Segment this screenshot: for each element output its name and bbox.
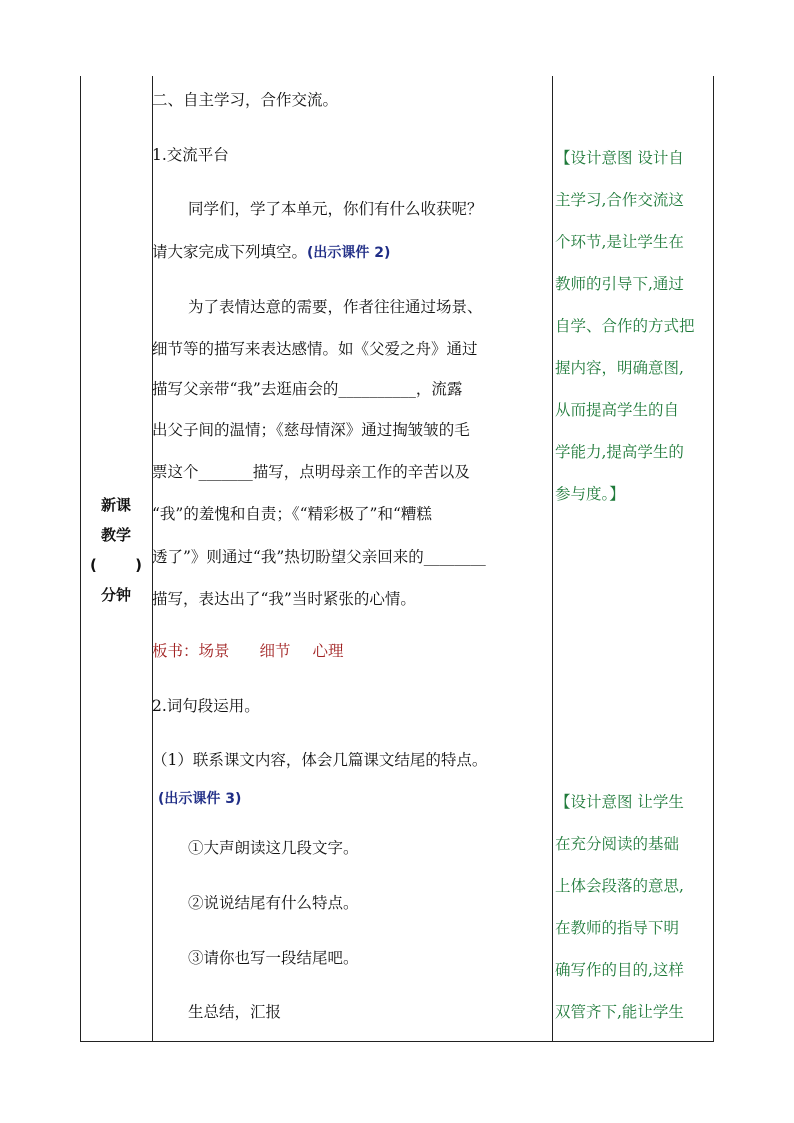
design-intent-1-line: 参与度。】 <box>555 485 625 503</box>
p2-line1: 为了表情达意的需要，作者往往通过场景、 <box>188 298 483 316</box>
board-item-scene: 场景 <box>198 642 230 660</box>
design-intent-1-line: 从而提高学生的自 <box>555 401 680 419</box>
design-intent-2-line: 上体会段落的意思, <box>555 877 684 895</box>
table-border-right <box>713 76 714 1042</box>
board-label: 板书： <box>152 642 199 660</box>
design-intent-2-line: 在教师的指导下明 <box>555 919 680 937</box>
design-intent-1-line: 【设计意图 设计自 <box>555 149 684 167</box>
duration-blank <box>80 550 152 580</box>
paren-close: ) <box>135 556 142 574</box>
p2-line5: 票这个_______描写，点明母亲工作的辛苦以及 <box>152 463 470 481</box>
p2-line8: 描写，表达出了“我”当时紧张的心情。 <box>152 590 416 608</box>
design-intent-1-line: 主学习,合作交流这 <box>555 191 684 209</box>
section2-title: 2.词句段运用。 <box>152 697 260 715</box>
p2-line6: “我”的羞愧和自责；《“精彩极了”和“糟糕 <box>152 505 432 523</box>
step1: ①大声朗读这几段文字。 <box>188 839 359 857</box>
design-intent-2-line: 【设计意图 让学生 <box>555 793 684 811</box>
stage-label <box>80 490 152 610</box>
design-intent-2-line: 确写作的目的,这样 <box>555 961 684 979</box>
step3: ③请你也写一段结尾吧。 <box>188 949 359 967</box>
courseware-2-label: (出示课件 2) <box>307 245 391 261</box>
p2-line7: 透了”》则通过“我”热切盼望父亲回来的________ <box>152 548 486 566</box>
design-intent-1-line: 教师的引导下,通过 <box>555 275 684 293</box>
section1-title: 1.交流平台 <box>152 146 229 164</box>
courseware-3-label: (出示课件 3) <box>158 791 242 807</box>
design-intent-1-line: 自学、合作的方式把 <box>555 317 695 335</box>
design-intent-1-line: 个环节,是让学生在 <box>555 233 684 251</box>
p1-line2-text: 请大家完成下列填空。 <box>152 243 308 261</box>
q1-text: （1）联系课文内容，体会几篇课文结尾的特点。 <box>152 751 488 769</box>
stage-label-line4: 分钟 <box>100 586 131 604</box>
design-intent-2-line: 双管齐下,能让学生 <box>555 1003 684 1021</box>
stage-label-line1: 新课 <box>100 496 131 514</box>
p2-line4: 出父子间的温情；《慈母情深》通过掏皱皱的毛 <box>152 421 470 439</box>
p1-line2 <box>152 240 390 262</box>
step2: ②说说结尾有什么特点。 <box>188 894 359 912</box>
table-border-bottom <box>80 1041 714 1042</box>
paren-open: ( <box>90 556 97 574</box>
board-writing <box>152 639 344 661</box>
board-item-psychology: 心理 <box>312 642 344 660</box>
design-intent-1-line: 学能力,提高学生的 <box>555 443 684 461</box>
p2-line3: 描写父亲带“我”去逛庙会的__________，流露 <box>152 380 463 398</box>
section-heading: 二、自主学习，合作交流。 <box>152 91 339 109</box>
summary: 生总结，汇报 <box>188 1003 282 1021</box>
p2-line2: 细节等的描写来表达感情。如《父爱之舟》通过 <box>152 340 478 358</box>
design-intent-1-line: 握内容，明确意图, <box>555 359 684 377</box>
design-intent-2-line: 在充分阅读的基础 <box>555 835 680 853</box>
p1-line1: 同学们，学了本单元，你们有什么收获呢？ <box>188 200 483 218</box>
table-border-col2 <box>552 76 553 1042</box>
board-item-detail: 细节 <box>259 642 291 660</box>
stage-label-line2: 教学 <box>100 526 131 544</box>
